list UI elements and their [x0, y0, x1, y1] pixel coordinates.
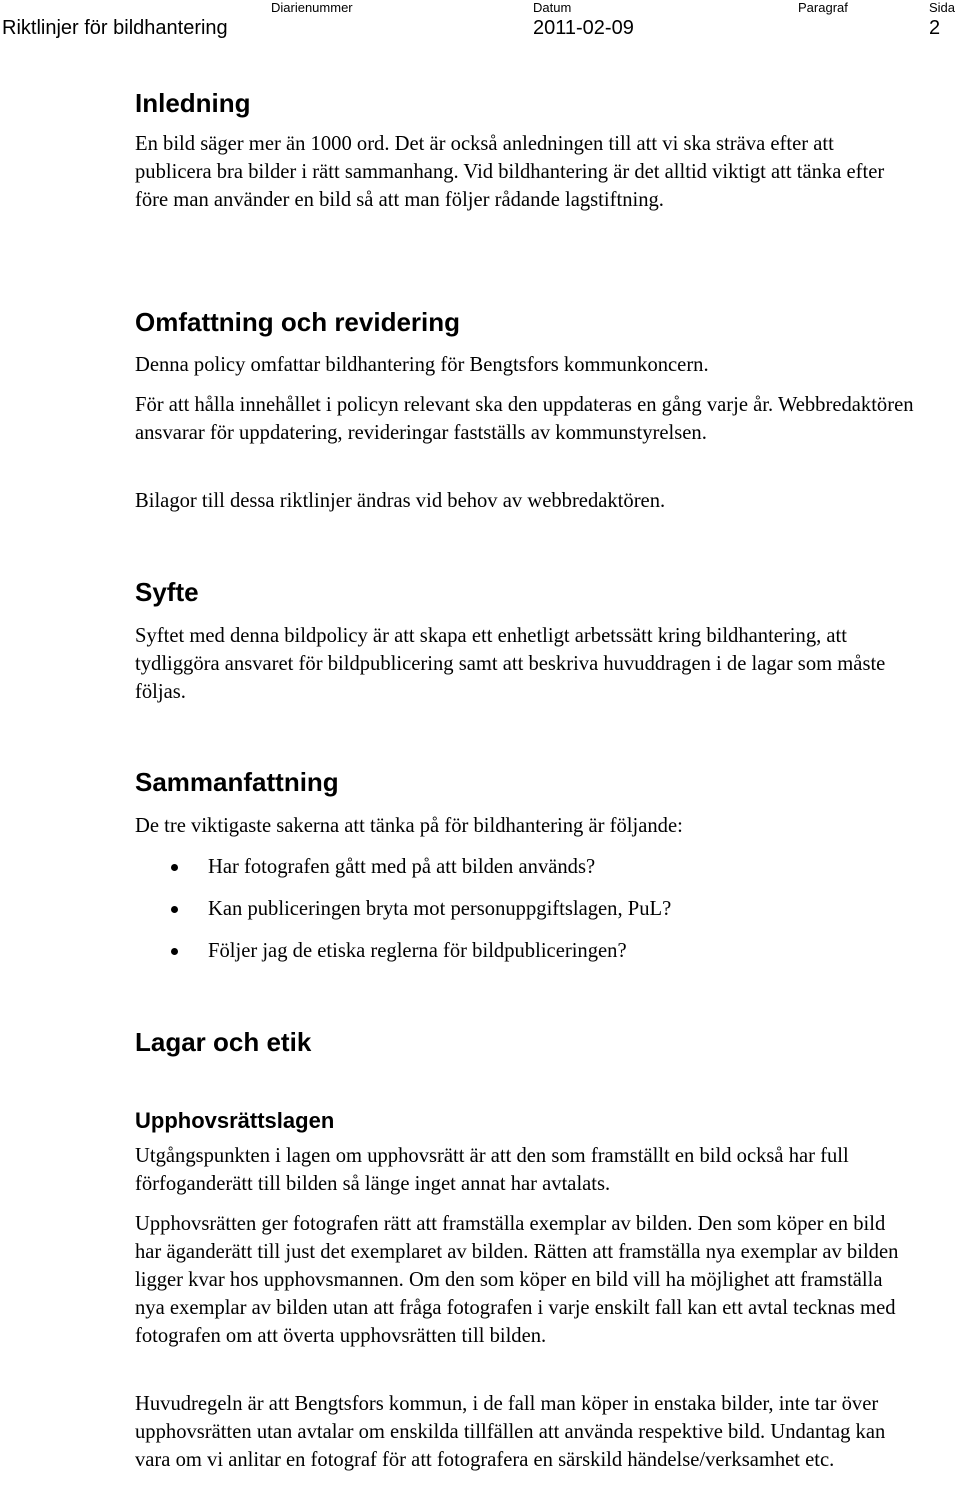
paragraph-upphovsratt-2: Upphovsrätten ger fotografen rätt att framställa exemplar av bilden. Den som köper en bild har äganderätt till just det exemplaret av bilden. Rätten att framställa nya exemplar av bilden ligger kvar hos upphovsmannen. Om den som köper en bild vill ha möjlighet att framställa nya exemplar av bilden utan att fråga fotografen i varje enskilt fall kan ett avtal tecknas med fotografen om att överta upphovsrätten till bilden.: [135, 1213, 899, 1347]
bullet-icon: [171, 906, 178, 913]
bullet-icon: [171, 948, 178, 955]
list-item-text: Har fotografen gått med på att bilden används?: [208, 856, 596, 878]
heading-sammanfattning: Sammanfattning: [135, 767, 339, 797]
heading-upphovsrattslagen: Upphovsrättslagen: [135, 1108, 335, 1133]
datum-value: 2011-02-09: [533, 17, 634, 39]
heading-inledning: Inledning: [135, 88, 251, 118]
paragraph-omfattning-2: För att hålla innehållet i policyn relevant ska den uppdateras en gång varje år. Webbredaktören ansvarar för uppdatering, revideringar fastställs av kommunstyrelsen.: [135, 394, 914, 444]
sida-value: 2: [929, 17, 941, 39]
heading-omfattning: Omfattning och revidering: [135, 307, 461, 337]
paragraph-upphovsratt-1: Utgångspunkten i lagen om upphovsrätt är att den som framställt en bild också har full förfoganderätt till bilden så länge inget annat har avtalats.: [135, 1145, 849, 1195]
diarienummer-label: Diarienummer: [271, 0, 353, 15]
sida-label: Sida: [929, 0, 956, 15]
bullet-icon: [171, 864, 178, 871]
paragraph-upphovsratt-3: Huvudregeln är att Bengtsfors kommun, i de fall man köper in enstaka bilder, inte tar över upphovsrätten utan avtalar om enskilda tillfällen att använda respektive bild. Undantag kan vara om vi anlitar en fotograf för att fotografera en särskild händelse/verksamhet etc.: [135, 1393, 886, 1471]
paragraph-syfte: Syftet med denna bildpolicy är att skapa ett enhetligt arbetssätt kring bildhantering, att tydliggöra ansvaret för bildpublicering samt att beskriva huvuddragen i de lagar som måste följas.: [135, 625, 886, 703]
paragraph-omfattning-3: Bilagor till dessa riktlinjer ändras vid behov av webbredaktören.: [135, 490, 666, 512]
paragraph-omfattning-1: Denna policy omfattar bildhantering för Bengtsfors kommunkoncern.: [135, 354, 709, 376]
paragraph-inledning: En bild säger mer än 1000 ord. Det är också anledningen till att vi ska sträva efter att publicera bra bilder i rätt sammanhang. Vid bildhantering är det alltid viktigt att tänka efter före man använder en bild så att man följer rådande lagstiftning.: [135, 133, 885, 211]
document-title: Riktlinjer för bildhantering: [2, 17, 228, 39]
heading-syfte: Syfte: [135, 577, 199, 607]
paragraf-label: Paragraf: [798, 0, 848, 15]
list-item-text: Kan publiceringen bryta mot personuppgiftslagen, PuL?: [208, 898, 672, 920]
heading-lagar-och-etik: Lagar och etik: [135, 1027, 312, 1057]
list-item-text: Följer jag de etiska reglerna för bildpubliceringen?: [208, 940, 627, 962]
paragraph-sammanfattning-intro: De tre viktigaste sakerna att tänka på för bildhantering är följande:: [135, 815, 683, 837]
datum-label: Datum: [533, 0, 572, 15]
